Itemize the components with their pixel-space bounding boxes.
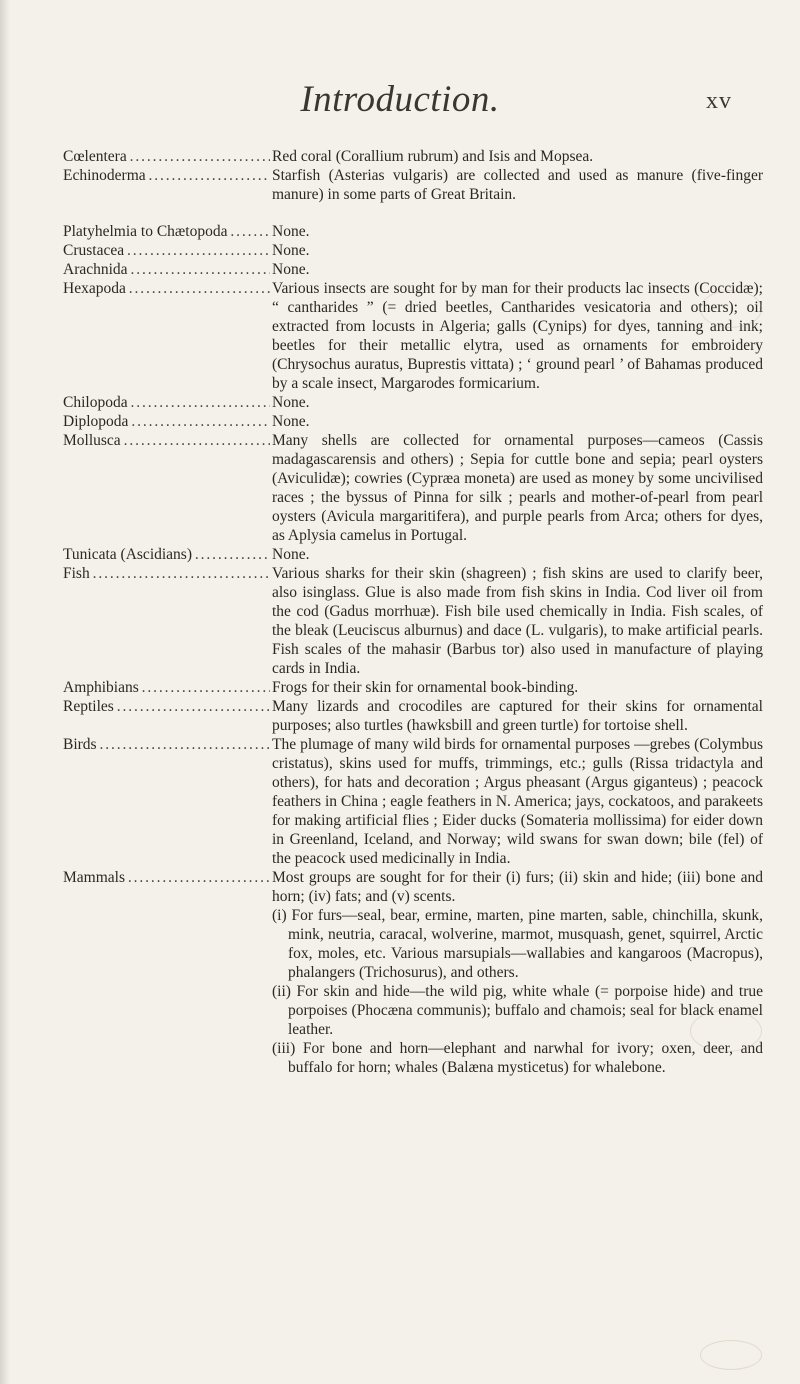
group-description: Many lizards and crocodiles are captured for their skins for ornamental purposes; also turtles (hawksbill and green turtle) for tortoise shell. — [272, 698, 763, 734]
group-name: Echinoderma . . . — [63, 166, 270, 185]
group-description — [270, 868, 763, 1077]
group-name: Mollusca . . . — [63, 431, 270, 450]
group-description: Various sharks for their skin (shagreen) ; fish skins are used to clarify beer, also isinglass. Glue is also made from fish skins in India. Cod liver oil from the cod (Gadus morrhuæ). Fish bile used chemically in India. Fish scales, of the bleak (Leuciscus alburnus) and dace (L. vulgaris), to make artificial pearls. Fish scales of the mahasir (Barbus tor) also used in manufacture of playing cards in India. — [272, 565, 763, 677]
group-name: Chilopoda . . . — [63, 393, 270, 412]
page-header — [0, 78, 800, 138]
paper-stain — [700, 290, 762, 328]
mammals-skin: (ii) For skin and hide—the wild pig, white whale (= porpoise hide) and true porpoises (Phocæna communis); buffalo and chamois; seal for black enamel leather. — [272, 983, 763, 1038]
group-name: Reptiles . . . — [63, 697, 270, 716]
entry-fish — [63, 564, 763, 678]
entry-amphibians — [63, 678, 763, 697]
entry-arachnida — [63, 260, 763, 279]
group-description: Starfish (Asterias vulgaris) are collected and used as manure (five-finger manure) in some parts of Great Britain. — [272, 167, 763, 203]
group-description: None. — [272, 223, 310, 240]
running-title: Introduction. — [300, 79, 500, 120]
group-description: The plumage of many wild birds for ornamental purposes —grebes (Colymbus cristatus), skins used for muffs, trimmings, etc.; gulls (Rissa tridactyla and others), for hats and decoration ; Argus pheasant (Argus giganteus) ; peacock feathers in China ; eagle feathers in N. America; jays, cockatoos, and parakeets for making artificial flies ; Eider ducks (Somateria mollissima) for eider down in Greenland, Iceland, and Norway; wild swans for swan down; bile (fel) of the peacock used medicinally in India. — [272, 736, 763, 867]
mammals-intro: Most groups are sought for for their (i) furs; (ii) skin and hide; (iii) bone and horn; (iv) fats; and (v) scents. — [272, 869, 763, 905]
mammals-bone: (iii) For bone and horn—elephant and narwhal for ivory; oxen, deer, and buffalo for horn; whales (Balæna mysticetus) for whalebone. — [272, 1040, 763, 1076]
group-name: Hexapoda . . . — [63, 279, 270, 298]
group-description: Many shells are collected for ornamental purposes—cameos (Cassis madagascarensis and others) ; Sepia for cuttle bone and sepia; pearl oysters (Aviculidæ); cowries (Cypræa moneta) are used as money by some uncivilised races ; the byssus of Pinna for silk ; pearls and mother-of-pearl from pearl oysters (Avicula margaritifera), and purple pearls from Arca; others for dyes, as Aplysia camelus in Portugal. — [272, 432, 763, 544]
group-name: Diplopoda . . . — [63, 412, 270, 431]
classification-list — [63, 147, 763, 1077]
group-name: Platyhelmia to Chætopoda . . . — [63, 222, 270, 241]
group-name: Amphibians . . . — [63, 678, 270, 697]
entry-diplopoda — [63, 412, 763, 431]
group-description: Frogs for their skin for ornamental book-binding. — [272, 679, 579, 696]
group-name: Mammals . . . — [63, 868, 270, 887]
mammals-furs: (i) For furs—seal, bear, ermine, marten, pine marten, sable, chinchilla, skunk, mink, neutria, caracal, wolverine, marmot, musquash, genet, squirrel, Arctic fox, moles, etc. Various marsupials—wallabies and kangaroos (Macropus), phalangers (Trichosurus), and others. — [272, 907, 763, 981]
page-number: xv — [706, 88, 732, 114]
entry-tunicata — [63, 545, 763, 564]
entry-crustacea — [63, 241, 763, 260]
group-name: Tunicata (Ascidians) . . . — [63, 545, 270, 564]
entry-echinoderma — [63, 166, 763, 204]
group-name: Arachnida . . . — [63, 260, 270, 279]
entry-chilopoda — [63, 393, 763, 412]
entry-mammals — [63, 868, 763, 1077]
entry-birds — [63, 735, 763, 868]
entry-platyhelmia — [63, 222, 763, 241]
group-description: None. — [272, 546, 310, 563]
paper-stain — [690, 1010, 762, 1052]
group-name: Fish . . . — [63, 564, 270, 583]
group-description: None. — [272, 261, 310, 278]
paper-stain — [700, 1340, 762, 1370]
entry-reptiles — [63, 697, 763, 735]
page-gutter-shadow — [0, 0, 10, 1384]
group-name: Cœlentera . . . — [63, 147, 270, 166]
entry-mollusca — [63, 431, 763, 545]
group-description: Various insects are sought for by man for their products lac insects (Coccidæ); “ cantharides ” (= dried beetles, Cantharides vesicatoria and others); oil extracted from locusts in Algeria; galls (Cynips) for dyes, tanning and ink; beetles for their metallic elytra, used as ornaments for embroidery (Chrysochus auratus, Buprestis vittata) ; ‘ ground pearl ’ of Bahamas produced by a scale insect, Margarodes formicarium. — [272, 280, 763, 392]
entry-hexapoda — [63, 279, 763, 393]
group-description: None. — [272, 242, 310, 259]
entry-coelentera — [63, 147, 763, 166]
group-description: Red coral (Corallium rubrum) and Isis and Mopsea. — [272, 148, 594, 165]
group-name: Crustacea . . . — [63, 241, 270, 260]
group-description: None. — [272, 413, 310, 430]
group-name: Birds . . . — [63, 735, 270, 754]
group-description: None. — [272, 394, 310, 411]
